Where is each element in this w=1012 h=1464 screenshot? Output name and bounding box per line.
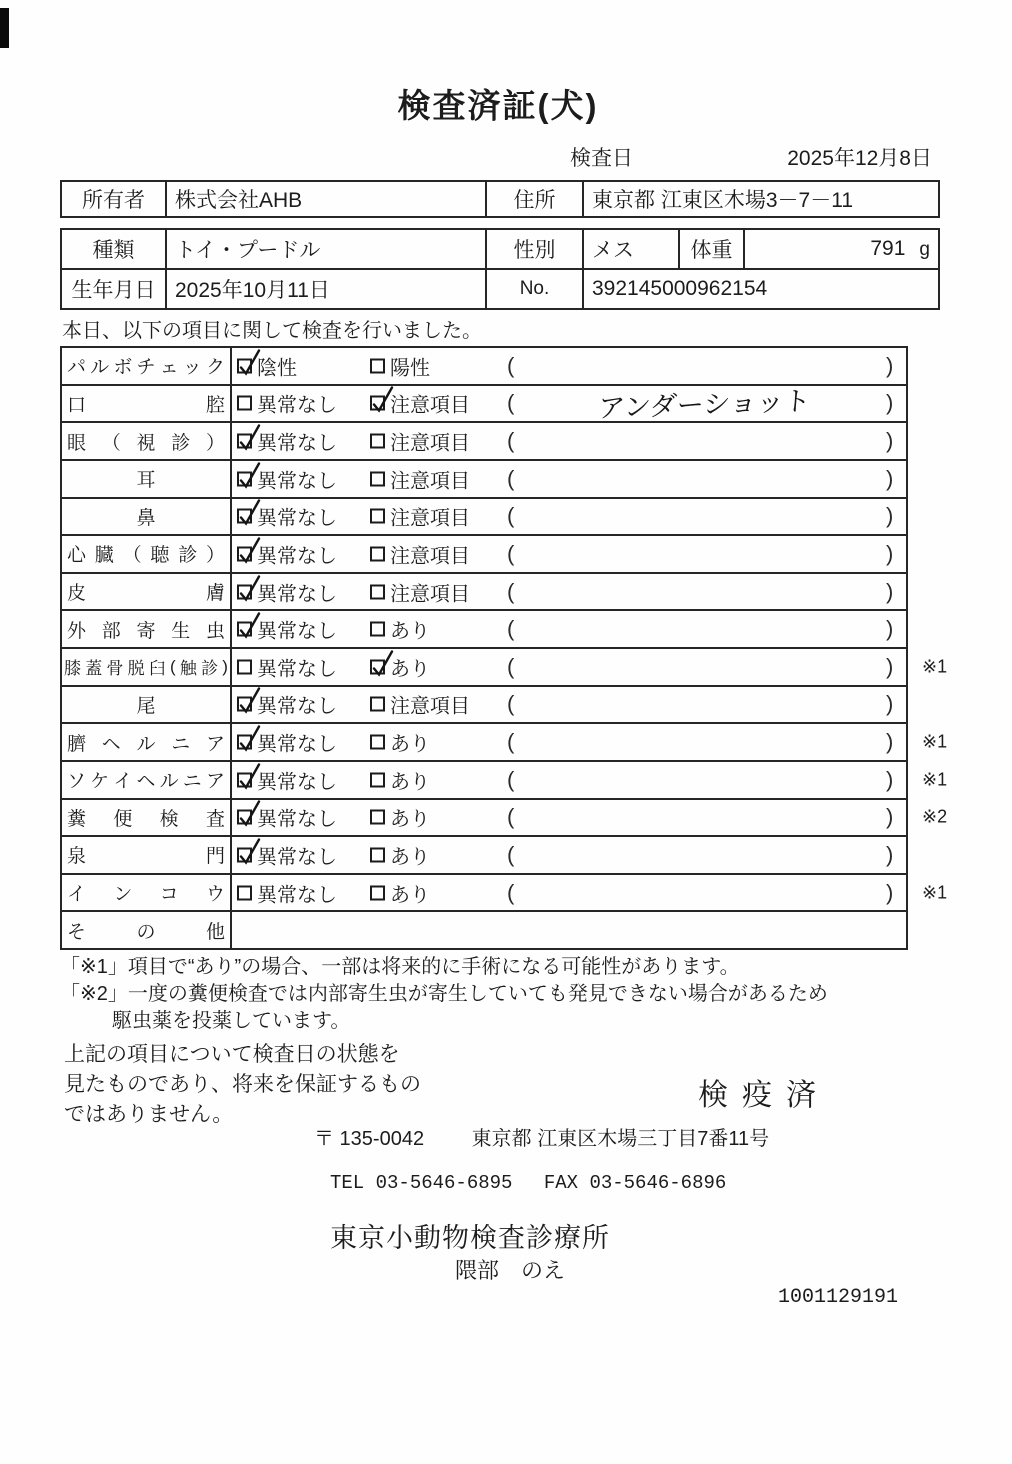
checkbox-icon [237, 546, 252, 561]
checkbox-icon [237, 697, 252, 712]
exam-row-content [232, 912, 906, 948]
option-1-label: 異常なし [257, 695, 337, 718]
checkmark-icon [236, 834, 262, 866]
option-1 [237, 502, 337, 531]
paren-open: ( [507, 841, 515, 867]
handwritten-remark: アンダーショット [596, 386, 812, 424]
option-2-label: 注意項目 [390, 470, 470, 493]
scan-artifact-mark [0, 8, 9, 48]
paren-close: ) [886, 841, 894, 867]
inspection-date-row [60, 142, 936, 172]
handwritten-remark [532, 849, 877, 861]
option-2 [370, 690, 470, 719]
exam-item-label: 皮 膚 [62, 574, 232, 610]
option-1 [237, 690, 337, 719]
weight-unit: g [919, 239, 930, 260]
checkbox-icon [370, 847, 385, 862]
checkbox-icon [370, 810, 385, 825]
option-2 [370, 803, 430, 832]
paren-open: ( [507, 804, 515, 830]
exam-row [62, 534, 906, 572]
exam-row [62, 572, 906, 610]
checkbox-icon [237, 659, 252, 674]
handwritten-remark [532, 586, 877, 598]
fax-number: FAX 03-5646-6896 [543, 1172, 727, 1194]
checkmark-icon [236, 684, 262, 716]
clinic-street-address: 東京都 江東区木場三丁目7番11号 [471, 1128, 770, 1150]
exam-item-label: イ ン コ ウ [62, 875, 232, 911]
paren-open: ( [507, 691, 515, 717]
checkbox-icon [370, 659, 385, 674]
option-1-label: 異常なし [257, 545, 337, 568]
paren-open: ( [507, 578, 515, 604]
examiner-name: 隈部 のえ [455, 1258, 566, 1283]
option-2-label: あり [390, 620, 430, 643]
exam-row [62, 835, 906, 873]
option-1-label: 異常なし [257, 846, 337, 869]
option-1 [237, 652, 337, 681]
footnote-ref: ※1 [922, 656, 948, 677]
contact-line [330, 1172, 726, 1194]
handwritten-remark [532, 661, 877, 673]
checkbox-icon [237, 622, 252, 637]
option-2 [370, 615, 430, 644]
option-1-label: 異常なし [257, 620, 337, 643]
sex-value: メス [583, 229, 679, 269]
checkbox-icon [370, 358, 385, 373]
option-2-label: 注意項目 [390, 507, 470, 530]
checkbox-icon [237, 772, 252, 787]
clinic-address-line [314, 1122, 769, 1151]
handwritten-remark [532, 510, 877, 522]
option-2 [370, 389, 470, 418]
option-2-label: あり [390, 846, 430, 869]
handwritten-remark [532, 887, 877, 899]
exam-row-content [232, 574, 906, 610]
checkbox-icon [370, 396, 385, 411]
birthdate-label: 生年月日 [61, 269, 166, 309]
exam-item-label: パ ル ボ チ ェ ッ ク [62, 348, 232, 384]
option-1 [237, 803, 337, 832]
exam-item-label: 心 臓 （ 聴 診 ） [62, 536, 232, 572]
exam-row [62, 722, 948, 760]
option-1 [237, 840, 337, 869]
checkmark-icon [236, 759, 262, 791]
footnote-2-line1: 「※2」一度の糞便検査では内部寄生虫が寄生していても発見できない場合があるため [60, 983, 828, 1005]
paren-close: ) [886, 428, 894, 454]
inspection-date-label: 検査日 [570, 147, 633, 170]
checkbox-icon [237, 735, 252, 750]
exam-row-content [232, 687, 906, 723]
exam-item-label: 尾 [62, 687, 232, 723]
handwritten-remark [532, 623, 877, 635]
breed-label: 種類 [61, 229, 166, 269]
exam-row [62, 421, 906, 459]
option-1-label: 異常なし [257, 394, 337, 417]
exam-row-content [232, 649, 906, 685]
exam-row [62, 798, 948, 836]
exam-row [62, 910, 906, 948]
checkmark-icon [236, 571, 262, 603]
paren-open: ( [507, 352, 515, 378]
exam-item-label: 糞 便 検 査 [62, 800, 232, 836]
checkmark-icon [236, 421, 262, 453]
tel-number: TEL 03-5646-6895 [330, 1172, 513, 1194]
option-2-label: 注意項目 [390, 545, 470, 568]
option-1 [237, 389, 337, 418]
checkbox-icon [237, 885, 252, 900]
option-1-label: 異常なし [257, 733, 337, 756]
paren-close: ) [886, 729, 894, 755]
paren-close: ) [886, 578, 894, 604]
checkbox-icon [370, 735, 385, 750]
owner-value: 株式会社AHB [166, 181, 486, 217]
paren-open: ( [507, 616, 515, 642]
intro-text: 本日、以下の項目に関して検査を行いました。 [62, 320, 482, 342]
footnote-1: 「※1」項目で“あり”の場合、一部は将来的に手術になる可能性があります。 [60, 956, 740, 978]
handwritten-remark [532, 435, 877, 447]
paren-open: ( [507, 729, 515, 755]
exam-item-label: 外 部 寄 生 虫 [62, 611, 232, 647]
handwritten-remark [532, 774, 877, 786]
footnote-2-line2: 駆虫薬を投薬しています。 [112, 1010, 351, 1032]
exam-item-label: 臍 ヘ ル ニ ア [62, 724, 232, 760]
handwritten-remark [532, 548, 877, 560]
owner-table [60, 180, 940, 218]
option-1-label: 異常なし [257, 507, 337, 530]
owner-label: 所有者 [61, 181, 166, 217]
option-1-label: 陰性 [257, 357, 297, 380]
exam-row-content [232, 499, 906, 535]
serial-number: 1001129191 [778, 1286, 899, 1309]
paren-open: ( [507, 540, 515, 566]
no-value: 392145000962154 [583, 269, 939, 309]
exam-item-label: 膝 蓋 骨 脱 臼 ( 触 診 ) [62, 649, 232, 685]
exam-row-content [232, 762, 906, 798]
exam-row [62, 647, 948, 685]
checkbox-icon [370, 772, 385, 787]
quarantine-stamp: 検疫済 [698, 1079, 830, 1112]
checkbox-icon [370, 434, 385, 449]
paren-close: ) [886, 691, 894, 717]
footnote-ref: ※1 [922, 731, 948, 752]
option-1 [237, 464, 337, 493]
option-2-label: 注意項目 [390, 583, 470, 606]
exam-row [62, 384, 906, 422]
checkmark-icon [369, 646, 395, 678]
exam-row-content [232, 611, 906, 647]
handwritten-remark [532, 698, 877, 710]
disclaimer-text: 上記の項目について検査日の状態を 見たものであり、将来を保証するもの ではありません。 [64, 1043, 421, 1126]
exam-row [62, 685, 906, 723]
paren-open: ( [507, 428, 515, 454]
option-2 [370, 351, 430, 380]
paren-close: ) [886, 390, 894, 416]
option-1 [237, 728, 337, 757]
option-2-label: 陽性 [390, 357, 430, 380]
footnotes [60, 954, 960, 1035]
weight-value: 791 g [744, 229, 939, 269]
checkbox-icon [237, 396, 252, 411]
postal-code: 〒 135-0042 [314, 1128, 425, 1150]
option-2 [370, 577, 470, 606]
option-2-label: あり [390, 884, 430, 907]
clinic-name: 東京小動物検査診療所 [330, 1223, 610, 1253]
exam-row-content [232, 461, 906, 497]
option-2 [370, 464, 470, 493]
checkmark-icon [236, 533, 262, 565]
paren-close: ) [886, 616, 894, 642]
option-1-label: 異常なし [257, 432, 337, 455]
handwritten-remark [532, 736, 877, 748]
paren-open: ( [507, 653, 515, 679]
birthdate-value: 2025年10月11日 [166, 269, 486, 309]
no-label: No. [486, 269, 583, 309]
exam-row-content [232, 837, 906, 873]
paren-open: ( [507, 503, 515, 529]
footnote-ref: ※1 [922, 882, 948, 903]
handwritten-remark [532, 473, 877, 485]
checkbox-icon [237, 810, 252, 825]
option-2-label: あり [390, 771, 430, 794]
checkmark-icon [236, 496, 262, 528]
option-1-label: 異常なし [257, 771, 337, 794]
exam-row-content [232, 536, 906, 572]
checkbox-icon [237, 847, 252, 862]
paren-close: ) [886, 653, 894, 679]
checkbox-icon [370, 697, 385, 712]
option-2 [370, 728, 430, 757]
checkbox-icon [370, 885, 385, 900]
checkmark-icon [236, 722, 262, 754]
checkmark-icon [236, 609, 262, 641]
paren-close: ) [886, 804, 894, 830]
option-1-label: 異常なし [257, 470, 337, 493]
option-1-label: 異常なし [257, 658, 337, 681]
checkbox-icon [237, 358, 252, 373]
page-title: 検査済証(犬) [397, 87, 599, 124]
exam-row [62, 459, 906, 497]
exam-row-content [232, 386, 906, 422]
exam-item-label: 鼻 [62, 499, 232, 535]
exam-table [60, 346, 948, 950]
option-1 [237, 615, 337, 644]
checkmark-icon [236, 797, 262, 829]
checkbox-icon [370, 622, 385, 637]
address-value: 東京都 江東区木場3－7－11 [583, 181, 939, 217]
inspection-date-value: 2025年12月8日 [787, 147, 932, 170]
footnote-ref: ※1 [922, 769, 948, 790]
checkbox-icon [237, 509, 252, 524]
checkbox-icon [370, 546, 385, 561]
paren-close: ) [886, 766, 894, 792]
exam-row [62, 609, 906, 647]
option-2-label: あり [390, 733, 430, 756]
option-2 [370, 878, 430, 907]
sex-label: 性別 [486, 229, 583, 269]
option-1-label: 異常なし [257, 884, 337, 907]
option-2 [370, 840, 430, 869]
checkmark-icon [369, 383, 395, 415]
option-1 [237, 765, 337, 794]
option-2 [370, 765, 430, 794]
weight-label: 体重 [679, 229, 744, 269]
exam-item-label: 泉 門 [62, 837, 232, 873]
option-2 [370, 427, 470, 456]
exam-item-label: 口 腔 [62, 386, 232, 422]
pet-info-table [60, 228, 940, 310]
option-1 [237, 878, 337, 907]
checkbox-icon [237, 434, 252, 449]
exam-row [62, 873, 948, 911]
checkbox-icon [237, 584, 252, 599]
paren-open: ( [507, 766, 515, 792]
paren-close: ) [886, 879, 894, 905]
paren-open: ( [507, 465, 515, 491]
option-2 [370, 652, 430, 681]
breed-value: トイ・プードル [166, 229, 486, 269]
option-1-label: 異常なし [257, 583, 337, 606]
option-2-label: 注意項目 [390, 432, 470, 455]
option-2 [370, 539, 470, 568]
paren-close: ) [886, 503, 894, 529]
option-1 [237, 427, 337, 456]
paren-open: ( [507, 879, 515, 905]
exam-row [62, 497, 906, 535]
exam-item-label: 眼 （ 視 診 ） [62, 423, 232, 459]
option-1 [237, 539, 337, 568]
option-2-label: あり [390, 808, 430, 831]
exam-item-label: ソ ケ イ ヘ ル ニ ア [62, 762, 232, 798]
exam-row-content [232, 800, 906, 836]
option-2-label: 注意項目 [390, 394, 470, 417]
checkmark-icon [236, 458, 262, 490]
paren-close: ) [886, 540, 894, 566]
checkbox-icon [370, 471, 385, 486]
exam-row [62, 760, 948, 798]
paren-open: ( [507, 390, 515, 416]
checkbox-icon [370, 509, 385, 524]
option-2-label: 注意項目 [390, 695, 470, 718]
handwritten-remark [532, 360, 877, 372]
paren-close: ) [886, 465, 894, 491]
exam-row-content [232, 724, 906, 760]
paren-close: ) [886, 352, 894, 378]
exam-row-content [232, 423, 906, 459]
handwritten-remark [532, 811, 877, 823]
option-2 [370, 502, 470, 531]
footnote-ref: ※2 [922, 806, 948, 827]
option-1 [237, 351, 297, 380]
checkbox-icon [370, 584, 385, 599]
exam-item-label: 耳 [62, 461, 232, 497]
option-1-label: 異常なし [257, 808, 337, 831]
option-1 [237, 577, 337, 606]
exam-row-content [232, 875, 906, 911]
checkmark-icon [236, 345, 262, 377]
address-label: 住所 [486, 181, 583, 217]
option-2-label: あり [390, 658, 430, 681]
checkbox-icon [237, 471, 252, 486]
exam-row [62, 348, 906, 384]
exam-item-label: そ の 他 [62, 912, 232, 948]
